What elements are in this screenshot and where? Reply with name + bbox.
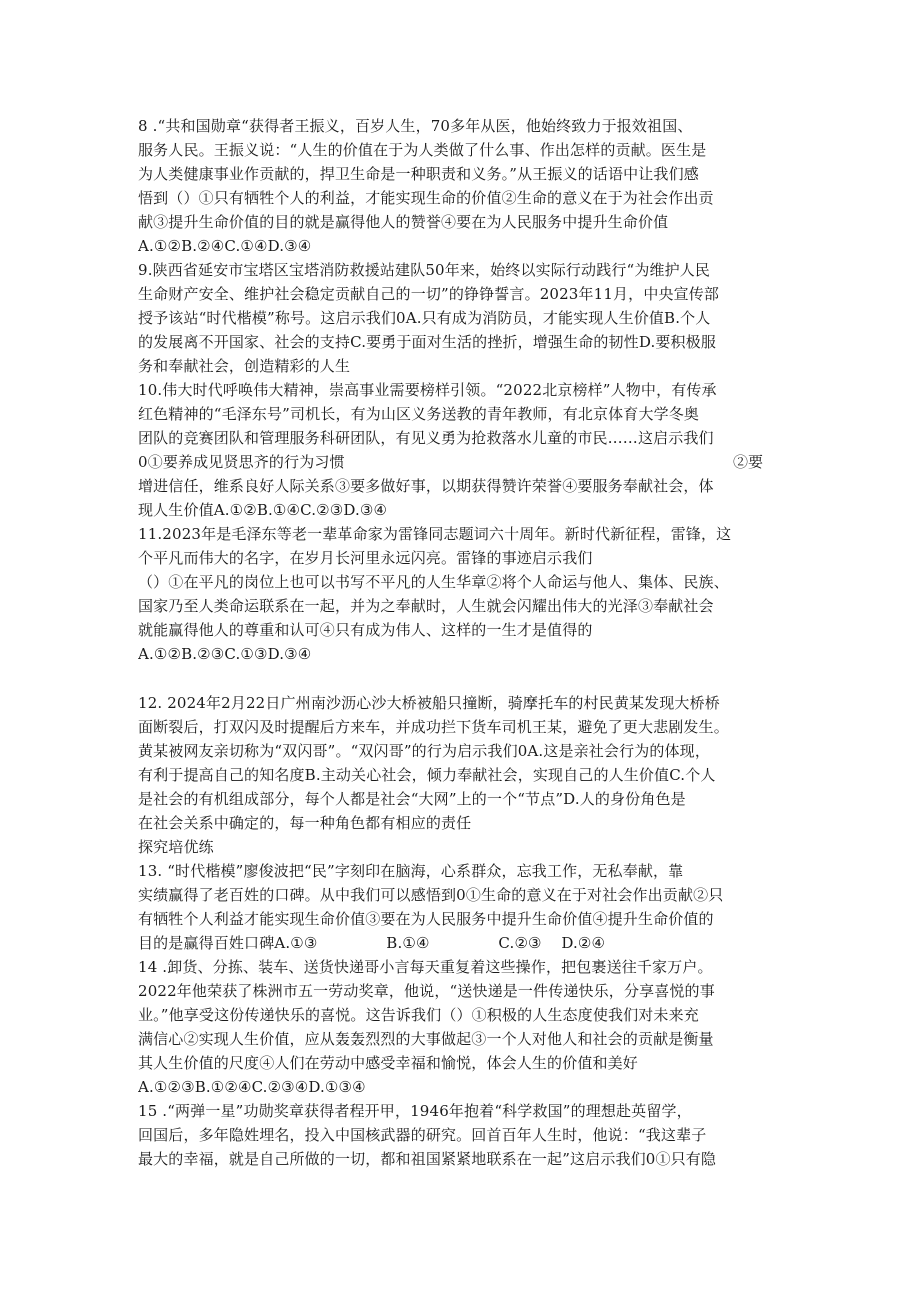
text-line: 11.2023年是毛泽东等老一辈革命家为雷锋同志题词六十周年。新时代新征程，雷锋，这 xyxy=(138,525,732,543)
text-line: 面断裂后，打双闪及时提醒后方来车，并成功拦下货车司机王某，避免了更大悲剧发生。 xyxy=(138,718,729,736)
text-line: 实绩赢得了老百姓的口碑。从中我们可以感悟到0①生命的意义在于对社会作出贡献②只 xyxy=(138,886,724,904)
text-line: 0①要养成见贤思齐的行为习惯 xyxy=(138,453,345,471)
text-fragment: ②要 xyxy=(733,453,764,471)
text-line: 满信心②实现人生价值，应从轰轰烈烈的大事做起③一个人对他人和社会的贡献是衡量 xyxy=(138,1030,714,1048)
text-line: 生命财产安全、维护社会稳定贡献自己的一切”的铮铮誓言。2023年11月，中央宣传部 xyxy=(138,285,720,303)
text-line: 有利于提高自己的知名度B.主动关心社会，倾力奉献社会，实现自己的人生价值C.个人 xyxy=(138,766,716,784)
text-line: 有牺牲个人利益才能实现生命价值③要在为人民服务中提升生命价值④提升生命价值的 xyxy=(138,910,714,928)
text-line: 9.陕西省延安市宝塔区宝塔消防救援站建队50年来，始终以实际行动践行“为维护人民 xyxy=(138,261,711,279)
answer-options: A.①②B.②③C.①③D.③④ xyxy=(138,645,312,663)
section-heading: 探究培优练 xyxy=(138,838,214,856)
text-line: 增进信任，维系良好人际关系③要多做好事，以期获得赞许荣誉④要服务奉献社会，体 xyxy=(138,477,714,495)
text-line: 为人类健康事业作贡献的，捍卫生命是一种职责和义务。”从王振义的话语中让我们感 xyxy=(138,165,699,183)
text-line: 10.伟大时代呼唤伟大精神，崇高事业需要榜样引领。“2022北京榜样”人物中，有传承 xyxy=(138,381,717,399)
text-line: 最大的幸福，就是自己所做的一切，都和祖国紧紧地联系在一起”这启示我们0①只有隐 xyxy=(138,1150,717,1168)
text-line: 献③提升生命价值的目的就是赢得他人的赞誉④要在为人民服务中提升生命价值 xyxy=(138,213,669,231)
text-line: 其人生价值的尺度④人们在劳动中感受幸福和愉悦，体会人生的价值和美好 xyxy=(138,1054,638,1072)
text-line: 就能赢得他人的尊重和认可④只有成为伟人、这样的一生才是值得的 xyxy=(138,621,593,639)
answer-options: 现人生价值A.①②B.①④C.②③D.③④ xyxy=(138,501,388,519)
text-line: 2022年他荣获了株洲市五一劳动奖章，他说，“送快递是一件传递快乐，分享喜悦的事 xyxy=(138,982,715,1000)
text-line: 14 .卸货、分拣、装车、送货快递哥小言每天重复着这些操作，把包裹送往千家万户。 xyxy=(138,958,713,976)
text-line: 服务人民。王振义说：“人生的价值在于为人类做了什么事、作出怎样的贡献。医生是 xyxy=(138,141,707,159)
text-line: 务和奉献社会，创造精彩的人生 xyxy=(138,357,351,375)
text-line: 的发展离不开国家、社会的支持C.要勇于面对生活的挫折，增强生命的韧性D.要积极服 xyxy=(138,333,716,351)
text-line: 团队的竞赛团队和管理服务科研团队，有见义勇为抢救落水儿童的市民……这启示我们 xyxy=(138,429,714,447)
text-line: 业。”他享受这份传递快乐的喜悦。这告诉我们（）①积极的人生态度使我们对未来充 xyxy=(138,1006,699,1024)
text-line: （）①在平凡的岗位上也可以书写不平凡的人生华章②将个人命运与他人、集体、民族、 xyxy=(138,573,729,591)
text-line: 红色精神的“毛泽东号”司机长，有为山区义务送教的青年教师，有北京体育大学冬奥 xyxy=(138,405,700,423)
answer-options: A.①②③B.①②④C.②③④D.①③④ xyxy=(138,1078,366,1096)
answer-options: 目的是赢得百姓口碑A.①③ B.①④ C.②③ D.②④ xyxy=(138,934,606,952)
text-line: 个平凡而伟大的名字，在岁月长河里永远闪亮。雷锋的事迹启示我们 xyxy=(138,549,593,567)
text-line: 在社会关系中确定的，每一种角色都有相应的责任 xyxy=(138,814,472,832)
text-line: 悟到（）①只有牺牲个人的利益，才能实现生命的价值②生命的意义在于为社会作出贡 xyxy=(138,189,714,207)
text-line: 回国后，多年隐姓埋名，投入中国核武器的研究。回首百年人生时，他说：“我这辈子 xyxy=(138,1126,707,1144)
text-line: 国家乃至人类命运联系在一起，并为之奉献时，人生就会闪耀出伟大的光泽③奉献社会 xyxy=(138,597,714,615)
answer-options: A.①②B.②④C.①④D.③④ xyxy=(138,237,312,255)
text-line: 13. “时代楷模”廖俊波把“民”字刻印在脑海，心系群众，忘我工作，无私奉献，靠 xyxy=(138,862,684,880)
text-line: 8 .“共和国勋章“获得者王振义，百岁人生，70多年从医，他始终致力于报效祖国、 xyxy=(138,117,693,135)
text-line: 12. 2024年2月22日广州南沙沥心沙大桥被船只撞断，骑摩托车的村民黄某发现大桥桥 xyxy=(138,694,720,712)
text-line: 黄某被网友亲切称为“双闪哥”。“双闪哥”的行为启示我们0A.这是亲社会行为的体现， xyxy=(138,742,710,760)
text-line: 授予该站“时代楷模”称号。这启示我们0A.只有成为消防员，才能实现人生价值B.个人 xyxy=(138,309,711,327)
text-line: 15 .“两弹一星”功勋奖章获得者程开甲，1946年抱着“科学救国”的理想赴英留学， xyxy=(138,1102,692,1120)
text-line: 是社会的有机组成部分，每个人都是社会“大网”上的一个“节点”D.人的身份角色是 xyxy=(138,790,686,808)
